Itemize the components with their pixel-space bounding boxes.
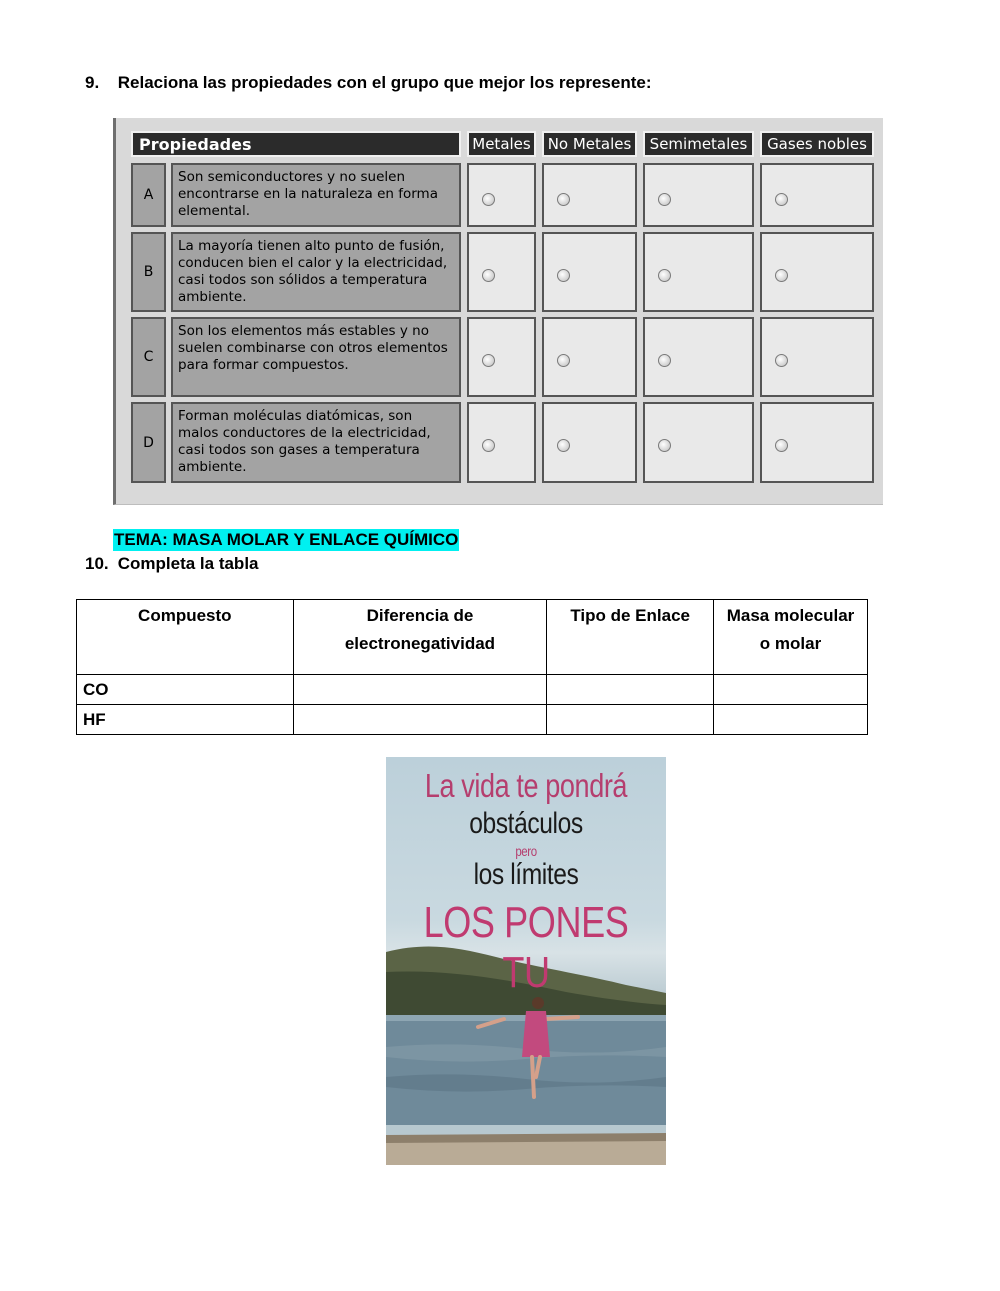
cell-a-semimetales[interactable] — [643, 163, 754, 227]
row-letter-a: A — [131, 163, 166, 227]
radio-b-gases-nobles[interactable] — [775, 269, 788, 282]
radio-a-gases-nobles[interactable] — [775, 193, 788, 206]
cell-c-semimetales[interactable] — [643, 317, 754, 397]
matching-table — [113, 118, 883, 505]
poster-line-1: La vida te pondrá — [424, 767, 628, 804]
radio-c-gases-nobles[interactable] — [775, 354, 788, 367]
header-no-metales: No Metales — [542, 131, 637, 157]
question-10-title — [85, 554, 259, 574]
motivational-poster — [386, 757, 666, 1165]
radio-c-metales[interactable] — [482, 354, 495, 367]
header-masa-molar — [713, 600, 867, 675]
radio-d-metales[interactable] — [482, 439, 495, 452]
header-metales: Metales — [467, 131, 536, 157]
row-letter-d: D — [131, 402, 166, 483]
cell-a-metales[interactable] — [467, 163, 536, 227]
row-text-d: Forman moléculas diatómicas, son malos conductores de la electricidad, casi todos son gases a temperatura ambiente. — [171, 402, 461, 483]
compound-cell: HF — [77, 705, 294, 735]
answer-cell[interactable] — [293, 675, 547, 705]
header-compuesto: Compuesto — [77, 600, 294, 675]
cell-b-no-metales[interactable] — [542, 232, 637, 312]
cell-a-no-metales[interactable] — [542, 163, 637, 227]
radio-a-metales[interactable] — [482, 193, 495, 206]
answer-cell[interactable] — [547, 705, 714, 735]
cell-c-no-metales[interactable] — [542, 317, 637, 397]
row-text-c: Son los elementos más estables y no suelen combinarse con otros elementos para formar compuestos. — [171, 317, 461, 397]
completion-table — [76, 599, 868, 735]
poster-line-4: los límites — [473, 858, 579, 891]
cell-d-metales[interactable] — [467, 402, 536, 483]
radio-d-semimetales[interactable] — [658, 439, 671, 452]
cell-d-semimetales[interactable] — [643, 402, 754, 483]
question-text: Relaciona las propiedades con el grupo que mejor los represente: — [117, 73, 652, 92]
radio-c-semimetales[interactable] — [658, 354, 671, 367]
header-propiedades: Propiedades — [131, 131, 461, 157]
answer-cell[interactable] — [713, 675, 867, 705]
compound-cell: CO — [77, 675, 294, 705]
question-number: 10. — [85, 554, 109, 573]
header-gases-nobles: Gases nobles — [760, 131, 874, 157]
section-heading: TEMA: MASA MOLAR Y ENLACE QUÍMICO — [114, 530, 459, 549]
row-letter-c: C — [131, 317, 166, 397]
cell-b-metales[interactable] — [467, 232, 536, 312]
row-text-a: Son semiconductores y no suelen encontrarse en la naturaleza en forma elemental. — [171, 163, 461, 227]
answer-cell[interactable] — [547, 675, 714, 705]
radio-c-no-metales[interactable] — [557, 354, 570, 367]
table-row — [77, 675, 868, 705]
poster-line-5: LOS PONES TU — [423, 898, 629, 997]
poster-line-2: obstáculos — [469, 807, 583, 840]
radio-a-semimetales[interactable] — [658, 193, 671, 206]
table-header-row — [77, 600, 868, 675]
cell-b-semimetales[interactable] — [643, 232, 754, 312]
row-text-b: La mayoría tienen alto punto de fusión, conducen bien el calor y la electricidad, casi todos son sólidos a temperatura ambiente. — [171, 232, 461, 312]
radio-b-metales[interactable] — [482, 269, 495, 282]
question-9-title — [85, 73, 652, 93]
table-row — [77, 705, 868, 735]
header-text: Masa molecular o molar — [726, 606, 855, 653]
answer-cell[interactable] — [293, 705, 547, 735]
radio-b-no-metales[interactable] — [557, 269, 570, 282]
cell-d-gases-nobles[interactable] — [760, 402, 874, 483]
radio-d-gases-nobles[interactable] — [775, 439, 788, 452]
radio-b-semimetales[interactable] — [658, 269, 671, 282]
header-semimetales: Semimetales — [643, 131, 754, 157]
cell-c-metales[interactable] — [467, 317, 536, 397]
header-text: Diferencia de electronegatividad — [344, 606, 496, 653]
header-diferencia-electronegatividad — [293, 600, 547, 675]
radio-a-no-metales[interactable] — [557, 193, 570, 206]
cell-b-gases-nobles[interactable] — [760, 232, 874, 312]
cell-d-no-metales[interactable] — [542, 402, 637, 483]
poster-line-3: pero — [515, 843, 537, 859]
row-letter-b: B — [131, 232, 166, 312]
answer-cell[interactable] — [713, 705, 867, 735]
header-tipo-enlace: Tipo de Enlace — [547, 600, 714, 675]
cell-a-gases-nobles[interactable] — [760, 163, 874, 227]
question-text: Completa la tabla — [117, 554, 259, 573]
radio-d-no-metales[interactable] — [557, 439, 570, 452]
cell-c-gases-nobles[interactable] — [760, 317, 874, 397]
question-number: 9. — [85, 73, 100, 92]
